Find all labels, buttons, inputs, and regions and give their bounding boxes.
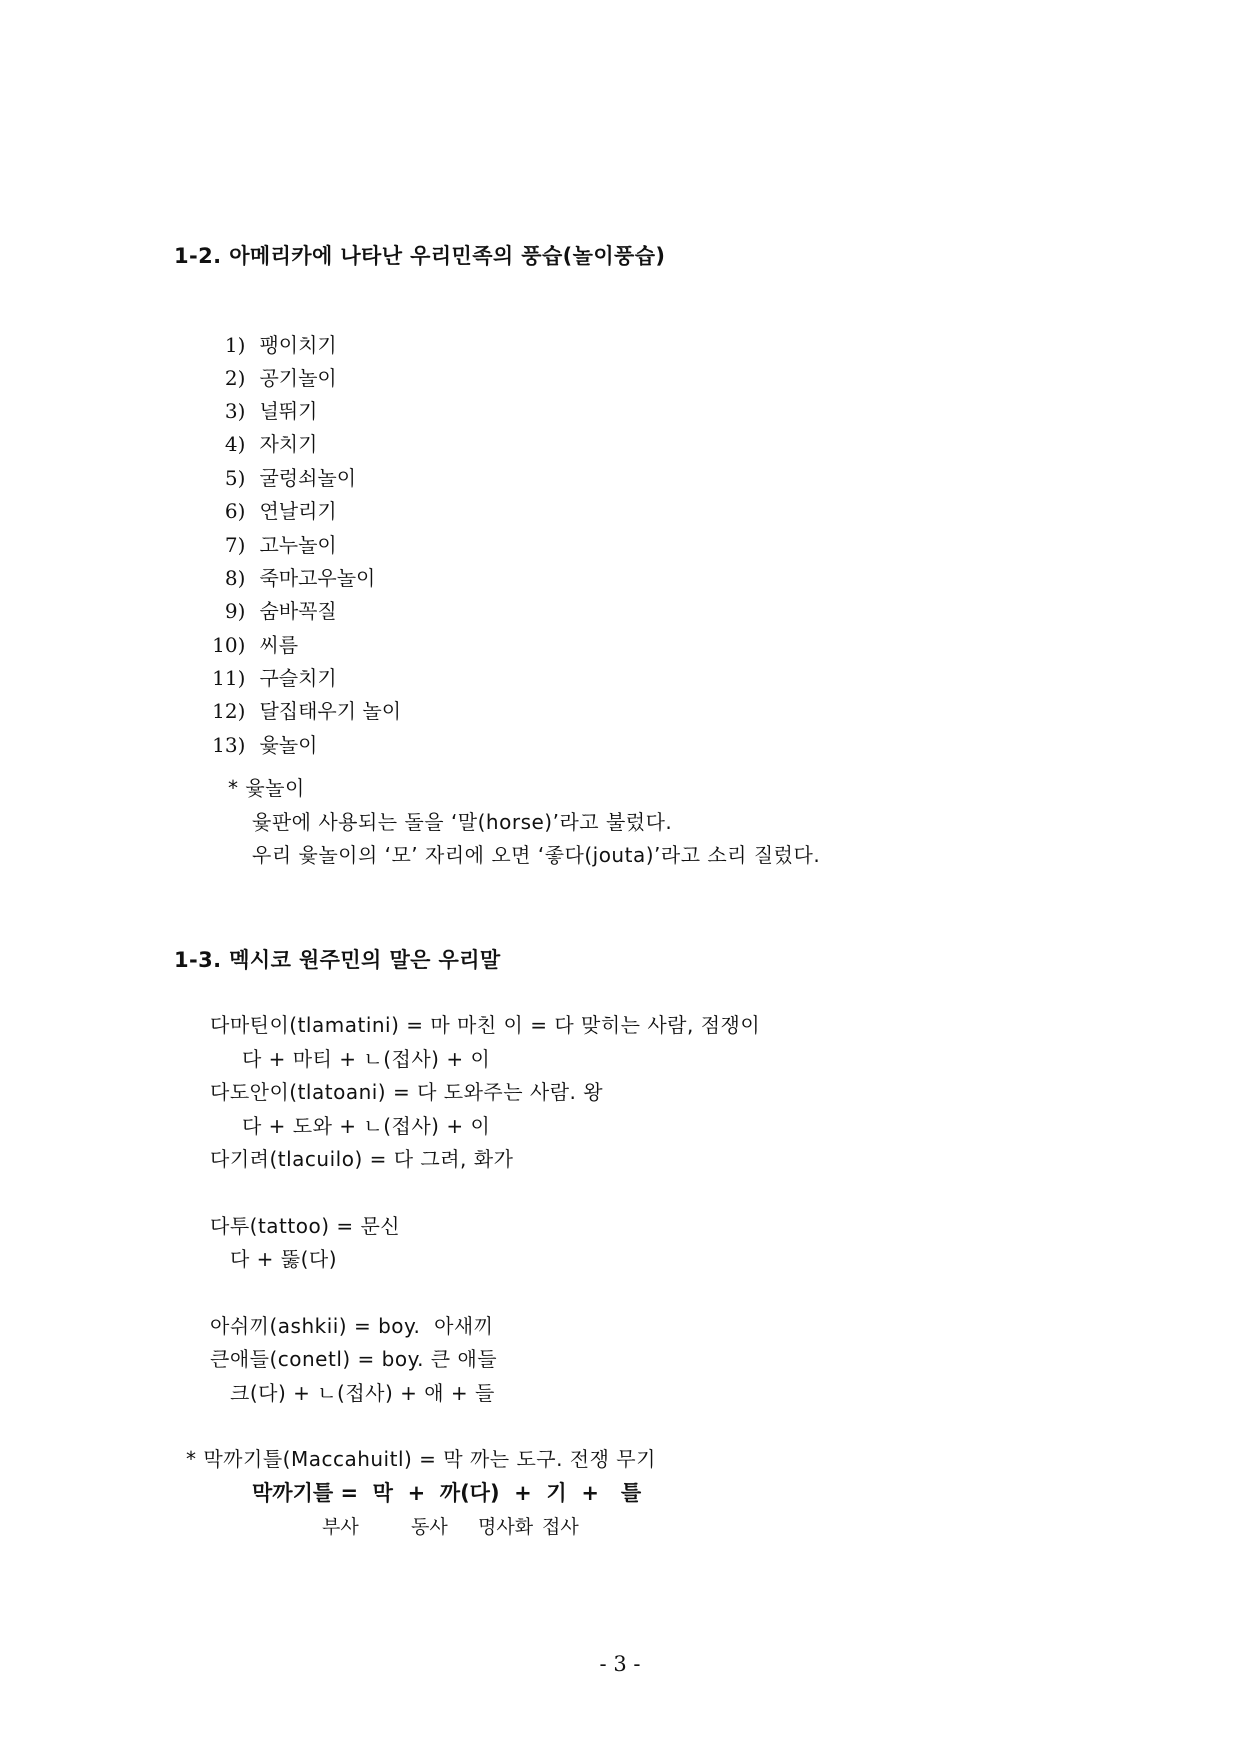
list-item-label: 구슬치기: [259, 666, 337, 690]
note-line: 우리 윷놀이의 ‘모’ 자리에 오면 ‘좋다(jouta)’라고 소리 질렀다.: [252, 843, 821, 867]
etymology-entry: 아쉬끼(ashkii) = boy. 아새끼: [210, 1314, 494, 1338]
list-item-number: 2): [224, 366, 246, 390]
etymology-entry: 다기려(tlacuilo) = 다 그려, 화가: [210, 1147, 514, 1171]
section-heading-1-2: 1-2. 아메리카에 나타난 우리민족의 풍습(놀이풍습): [174, 244, 666, 268]
list-item-number: 10): [212, 633, 246, 657]
list-item-label: 팽이치기: [259, 333, 337, 357]
list-item-label: 자치기: [259, 432, 318, 456]
list-item-number: 11): [212, 666, 246, 690]
list-item-label: 죽마고우놀이: [259, 566, 376, 590]
etymology-entry: 큰애들(conetl) = boy. 큰 애들: [210, 1347, 498, 1371]
etymology-breakdown: 다 + 마티 + ㄴ(접사) + 이: [242, 1047, 491, 1071]
list-item-label: 굴렁쇠놀이: [259, 466, 357, 490]
parts-of-speech-row: [0, 1515, 1240, 1539]
part-of-speech-label: 동사: [411, 1516, 448, 1538]
list-item-label: 널뛰기: [259, 399, 318, 423]
list-item-number: 1): [224, 333, 246, 357]
etymology-entry: 다투(tattoo) = 문신: [210, 1214, 401, 1238]
page-number: - 3 -: [599, 1652, 641, 1676]
part-of-speech-label: 접사: [542, 1516, 579, 1538]
list-item-number: 5): [224, 466, 246, 490]
list-item-label: 공기놀이: [259, 366, 337, 390]
etymology-entry: * 막까기틀(Maccahuitl) = 막 까는 도구. 전쟁 무기: [186, 1447, 656, 1471]
list-item-number: 3): [224, 399, 246, 423]
etymology-breakdown: 다 + 도와 + ㄴ(접사) + 이: [242, 1114, 491, 1138]
formula-breakdown: 막까기틀 = 막 + 까(다) + 기 + 틀: [252, 1481, 642, 1505]
list-item-label: 고누놀이: [259, 533, 337, 557]
list-item-number: 6): [224, 499, 246, 523]
etymology-breakdown: 크(다) + ㄴ(접사) + 애 + 들: [230, 1381, 495, 1405]
list-item-number: 8): [224, 566, 246, 590]
list-item-label: 숨바꼭질: [259, 599, 337, 623]
part-of-speech-label: 명사화: [478, 1516, 534, 1538]
list-item-label: 연날리기: [259, 499, 337, 523]
list-item: [168, 709, 317, 781]
list-item-number: 12): [212, 699, 246, 723]
list-item-label: 달집태우기 놀이: [259, 699, 402, 723]
list-item-number: 7): [224, 533, 246, 557]
etymology-entry: 다마틴이(tlamatini) = 마 마친 이 = 다 맞히는 사람, 점쟁이: [210, 1013, 761, 1037]
etymology-entry: 다도안이(tlatoani) = 다 도와주는 사람. 왕: [210, 1080, 604, 1104]
list-item-number: 4): [224, 432, 246, 456]
list-item-label: 윷놀이: [259, 733, 318, 757]
list-item-number: 9): [224, 599, 246, 623]
note-title: * 윷놀이: [228, 776, 305, 800]
list-item-label: 씨름: [259, 633, 299, 657]
part-of-speech-label: 부사: [322, 1516, 359, 1538]
etymology-breakdown: 다 + 뚫(다): [230, 1247, 338, 1271]
list-item-number: 13): [212, 733, 246, 757]
note-line: 윷판에 사용되는 돌을 ‘말(horse)’라고 불렀다.: [252, 810, 673, 834]
section-heading-1-3: 1-3. 멕시코 원주민의 말은 우리말: [174, 948, 501, 972]
